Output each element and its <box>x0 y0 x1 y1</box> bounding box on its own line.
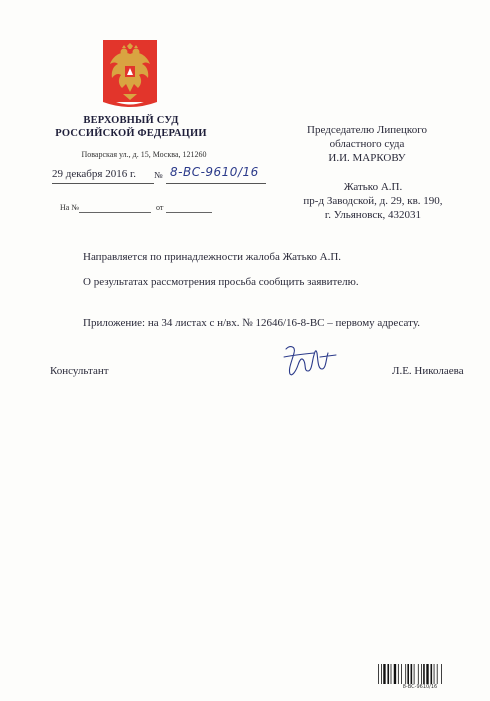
ref-date-label: от <box>156 203 164 212</box>
recipient-line3: И.И. МАРКОВУ <box>328 152 406 164</box>
signer-name: Л.Е. Николаева <box>392 365 464 377</box>
coat-of-arms-icon <box>103 40 157 110</box>
handwritten-signature <box>280 341 344 381</box>
sender-block <box>288 180 458 222</box>
number-sign: № <box>154 170 163 180</box>
recipient-line2: областного суда <box>329 138 405 150</box>
court-name-line2: РОССИЙСКОЙ ФЕДЕРАЦИИ <box>55 128 207 139</box>
attachment-note: Приложение: на 34 листах с н/вх. № 12646/16-8-ВС – первому адресату. <box>83 317 420 329</box>
ref-number-line <box>79 212 151 213</box>
letter-date: 29 декабря 2016 г. <box>52 168 136 180</box>
recipient-line1: Председателю Липецкого <box>307 124 427 136</box>
outgoing-number: 8-ВС-9610/16 <box>170 165 259 179</box>
court-address: Поварская ул., д. 15, Москва, 121260 <box>81 150 207 159</box>
signer-title: Консультант <box>50 365 109 377</box>
ref-date-line <box>166 212 212 213</box>
date-underline <box>52 183 154 184</box>
reference-row <box>60 203 220 217</box>
body-paragraph-1: Направляется по принадлежности жалоба Жатько А.П. <box>83 251 342 263</box>
sender-name: Жатько А.П. <box>343 181 403 193</box>
body-paragraph-2: О результатах рассмотрения просьба сообщить заявителю. <box>83 276 359 288</box>
sender-address-line1: пр-д Заводской, д. 29, кв. 190, <box>303 195 443 207</box>
barcode-caption: 8-ВС-9610/16 <box>402 684 438 690</box>
sender-address-line2: г. Ульяновск, 432031 <box>324 209 422 221</box>
court-name <box>40 114 222 140</box>
signature-row <box>50 341 470 381</box>
recipient-block <box>282 123 452 165</box>
number-underline <box>166 183 266 184</box>
ref-number-label: На № <box>60 203 79 212</box>
barcode-icon <box>377 664 463 684</box>
court-name-line1: ВЕРХОВНЫЙ СУД <box>83 115 179 126</box>
